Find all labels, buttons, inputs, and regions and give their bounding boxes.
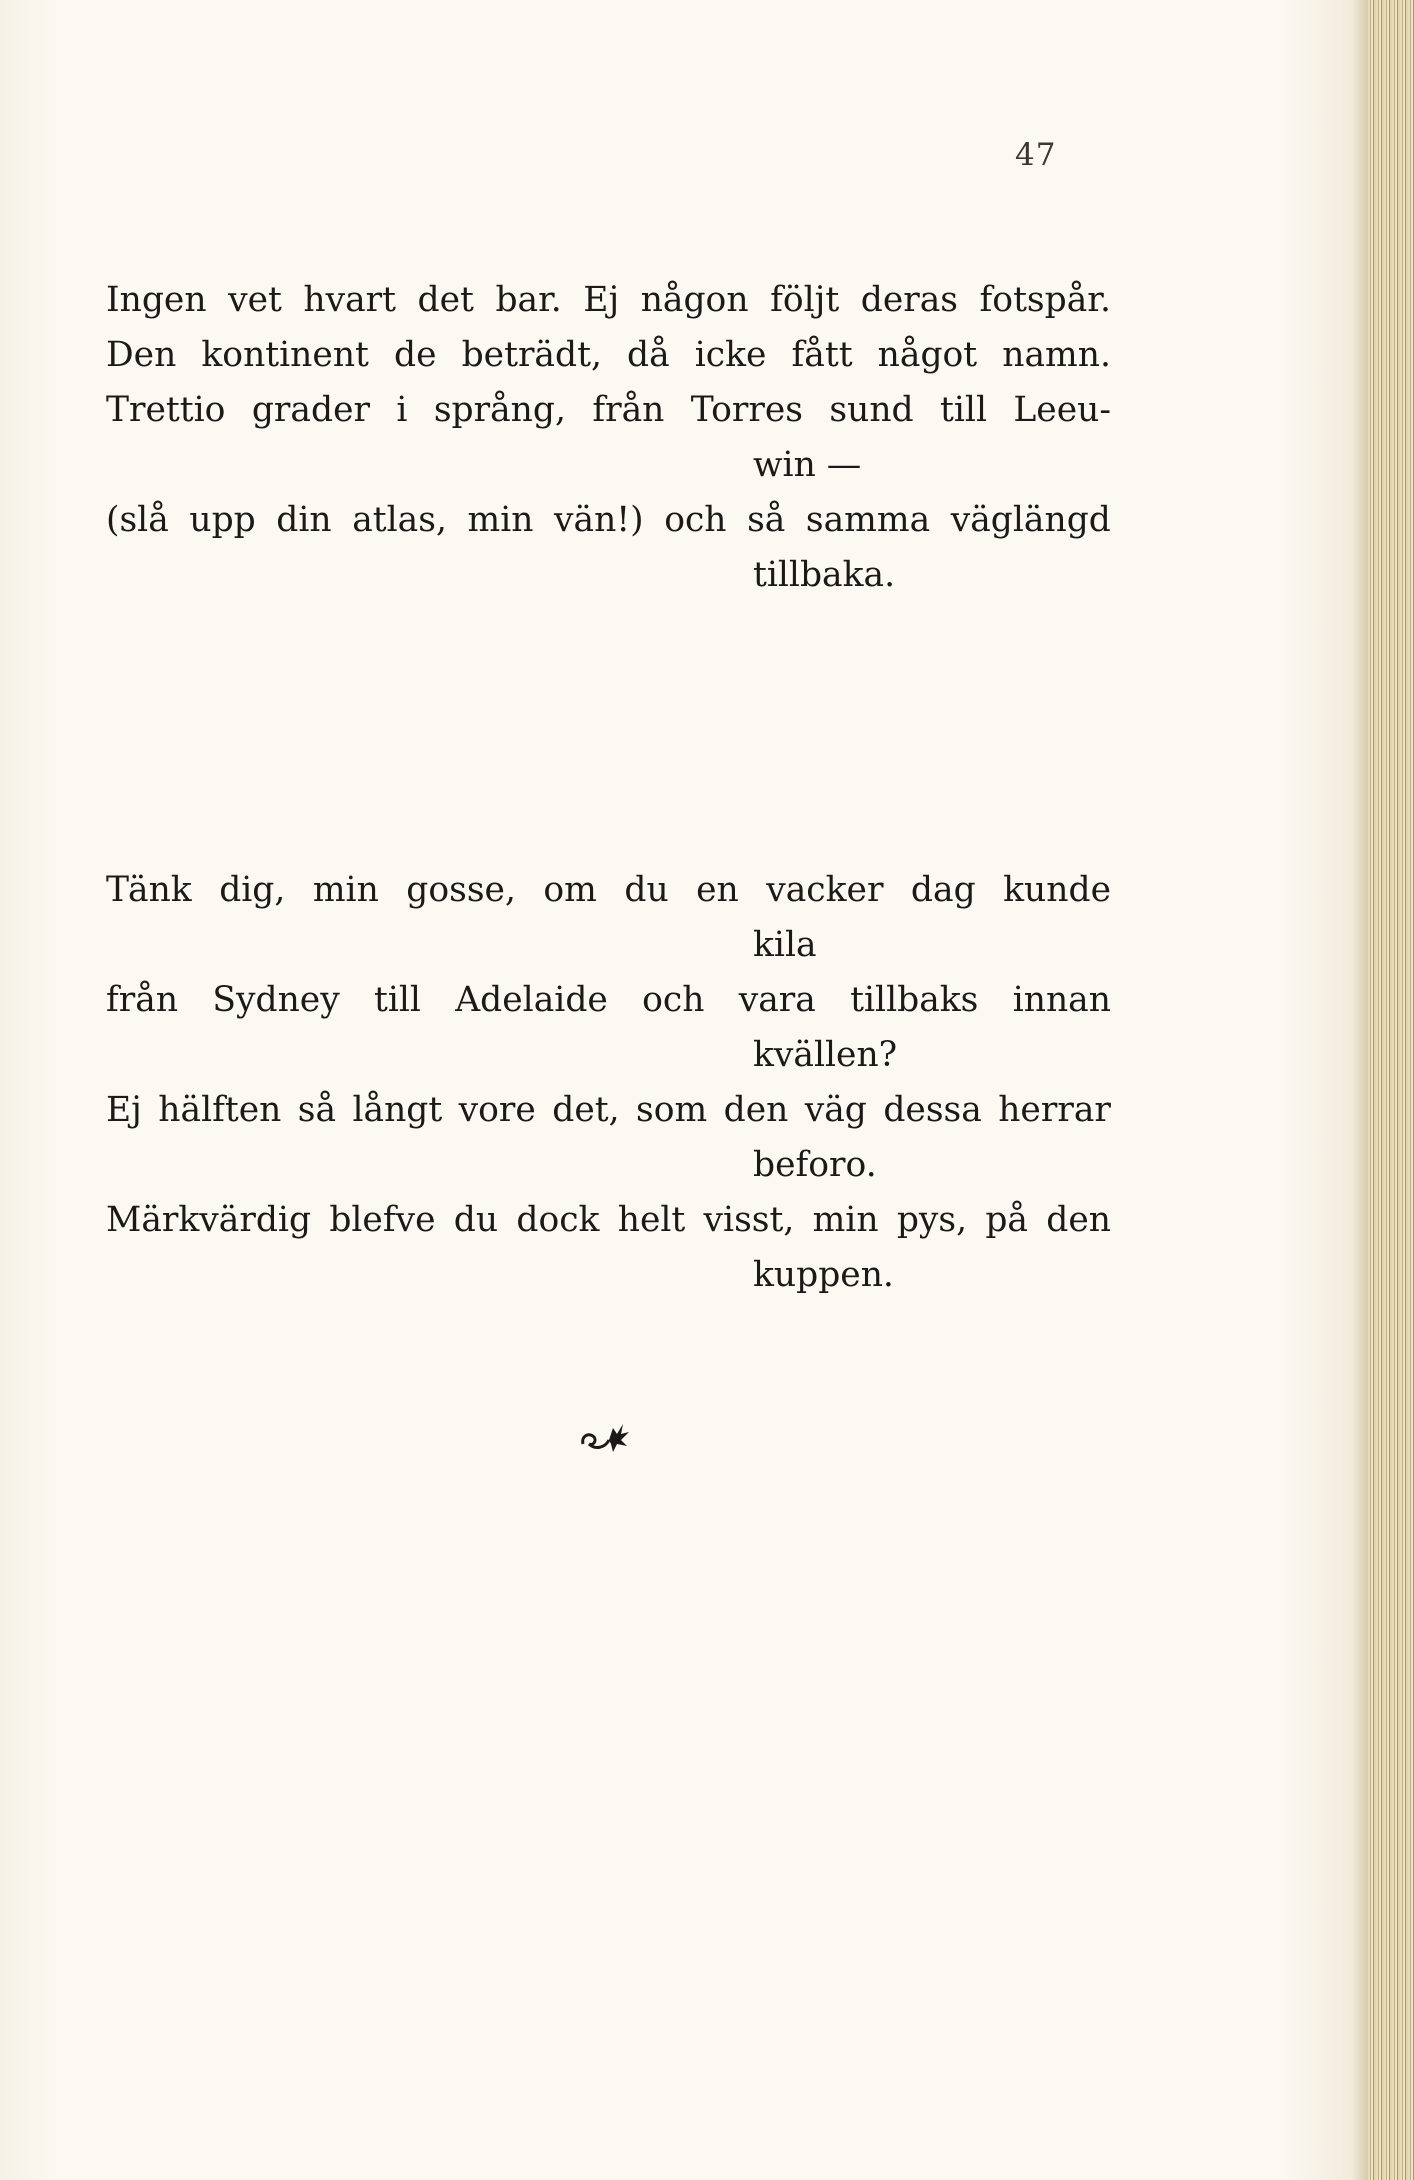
word: vet bbox=[228, 280, 282, 320]
word: den bbox=[723, 1090, 789, 1130]
verse-line-3-continuation: win — bbox=[753, 445, 862, 485]
word: vore bbox=[458, 1090, 536, 1130]
word: om bbox=[543, 870, 597, 910]
word: grader bbox=[251, 390, 370, 430]
word: gosse, bbox=[406, 870, 516, 910]
word: fotspår. bbox=[979, 280, 1111, 320]
word: Trettio bbox=[106, 390, 226, 430]
verse-line-3 bbox=[106, 1083, 1111, 1138]
word: icke bbox=[694, 335, 767, 375]
word: beträdt, bbox=[461, 335, 602, 375]
word: atlas, bbox=[352, 500, 447, 540]
word: innan bbox=[1012, 980, 1111, 1020]
word: dig, bbox=[219, 870, 286, 910]
verse-line-2 bbox=[106, 328, 1111, 383]
word: Torres bbox=[690, 390, 803, 430]
word: det, bbox=[552, 1090, 620, 1130]
verse-line-2 bbox=[106, 973, 1111, 1028]
word: Adelaide bbox=[455, 980, 608, 1020]
word: då bbox=[627, 335, 670, 375]
verse-line-2-continuation: kvällen? bbox=[753, 1035, 898, 1075]
word: hälften bbox=[158, 1090, 282, 1130]
word: visst, bbox=[703, 1200, 795, 1240]
word: vacker bbox=[766, 870, 884, 910]
word: min bbox=[812, 1200, 879, 1240]
word: min bbox=[312, 870, 379, 910]
word: Ej bbox=[106, 1090, 142, 1130]
word: så bbox=[297, 1090, 337, 1130]
verse-line-1-continuation: kila bbox=[753, 925, 817, 965]
page-edges bbox=[1368, 0, 1414, 2180]
word: kontinent bbox=[201, 335, 369, 375]
word: den bbox=[1046, 1200, 1111, 1240]
word: dag bbox=[910, 870, 976, 910]
verse-line-1 bbox=[106, 863, 1111, 918]
word: Sydney bbox=[212, 980, 340, 1020]
word: från bbox=[592, 390, 665, 430]
word: (slå bbox=[106, 500, 169, 540]
word: till bbox=[940, 390, 987, 430]
word: sund bbox=[829, 390, 914, 430]
word: deras bbox=[860, 280, 959, 320]
word: hvart bbox=[303, 280, 397, 320]
word: dessa bbox=[883, 1090, 982, 1130]
word: namn. bbox=[1002, 335, 1111, 375]
word: en bbox=[696, 870, 739, 910]
word: du bbox=[624, 870, 669, 910]
word: följt bbox=[770, 280, 840, 320]
verse-line-4 bbox=[106, 493, 1111, 548]
stanza-1 bbox=[106, 273, 1111, 603]
gutter-shadow bbox=[1352, 0, 1368, 2180]
word: och bbox=[664, 500, 727, 540]
word: vara bbox=[738, 980, 816, 1020]
word: till bbox=[374, 980, 421, 1020]
word: helt bbox=[617, 1200, 686, 1240]
stanza-2 bbox=[106, 863, 1111, 1303]
fleuron-icon bbox=[575, 1410, 635, 1460]
word: min bbox=[467, 500, 534, 540]
word: de bbox=[393, 335, 437, 375]
word: Leeu- bbox=[1013, 390, 1111, 430]
word: långt bbox=[352, 1090, 443, 1130]
word: vän!) bbox=[554, 500, 644, 540]
word: så bbox=[747, 500, 786, 540]
verse-line-1 bbox=[106, 273, 1111, 328]
word: herrar bbox=[998, 1090, 1111, 1130]
verse-line-4 bbox=[106, 1193, 1111, 1248]
verse-line-3 bbox=[106, 383, 1111, 438]
word: och bbox=[642, 980, 705, 1020]
word: samma bbox=[805, 500, 931, 540]
word: någon bbox=[640, 280, 749, 320]
verse-line-3-continuation: beforo. bbox=[753, 1145, 877, 1185]
word: fått bbox=[791, 335, 853, 375]
word: det bbox=[417, 280, 474, 320]
word: från bbox=[106, 980, 179, 1020]
word: din bbox=[276, 500, 332, 540]
word: Tänk bbox=[106, 870, 192, 910]
word: pys, bbox=[896, 1200, 968, 1240]
word: Den bbox=[106, 335, 177, 375]
word: i bbox=[396, 390, 408, 430]
word: väglängd bbox=[950, 500, 1111, 540]
word: dock bbox=[516, 1200, 600, 1240]
word: upp bbox=[189, 500, 256, 540]
word: blefve bbox=[329, 1200, 436, 1240]
verse-line-4-continuation: tillbaka. bbox=[753, 555, 896, 595]
word: på bbox=[985, 1200, 1028, 1240]
word: väg bbox=[804, 1090, 867, 1130]
verse-line-4-continuation: kuppen. bbox=[753, 1255, 894, 1295]
page-number: 47 bbox=[1015, 137, 1057, 173]
word: Ingen bbox=[106, 280, 207, 320]
word: som bbox=[636, 1090, 708, 1130]
word: Märkvärdig bbox=[106, 1200, 312, 1240]
word: Ej bbox=[583, 280, 620, 320]
word: något bbox=[877, 335, 978, 375]
word: tillbaks bbox=[850, 980, 979, 1020]
word: du bbox=[453, 1200, 499, 1240]
word: språng, bbox=[433, 390, 566, 430]
word: kunde bbox=[1003, 870, 1111, 910]
word: bar. bbox=[495, 280, 562, 320]
